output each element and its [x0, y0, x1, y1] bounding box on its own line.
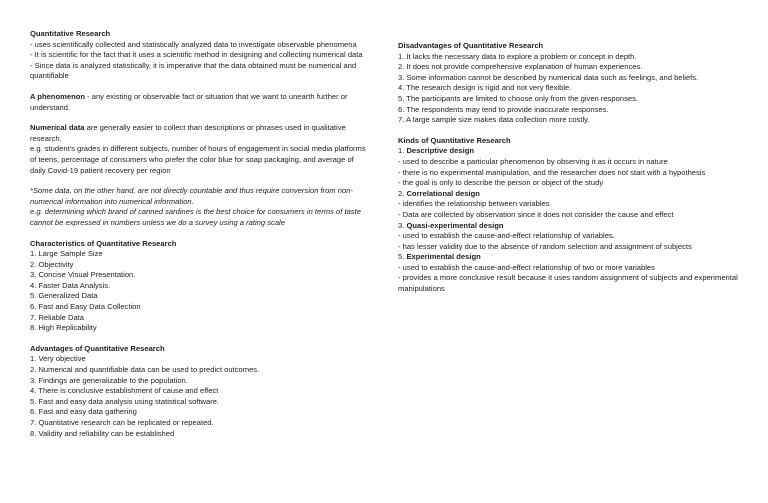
- kind-title: [398, 146, 738, 157]
- disadvantage-item: 2. It does not provide comprehensive explanation of human experiences.: [398, 62, 643, 72]
- kind-number: 1.: [398, 146, 407, 156]
- phenomenon-definition: - any existing or observable fact or situation that we want to unearth further or understand.: [30, 91, 348, 112]
- disadvantage-item: 7. A large sample size makes data collection more costly.: [398, 115, 590, 125]
- numerical-data-term: Numerical data: [30, 123, 85, 133]
- characteristic-item: 2. Objectivity: [30, 259, 74, 269]
- kinds-heading: Kinds of Quantitative Research: [398, 135, 511, 145]
- kind-detail: - the goal is only to describe the person or object of the study: [398, 178, 604, 188]
- kind-number: 5.: [398, 252, 407, 262]
- kind-name: Experimental design: [406, 252, 481, 262]
- kind-detail: - used to describe a particular phenomenon by observing it as it occurs in nature: [398, 156, 668, 166]
- advantage-item: 5. Fast and easy data analysis using statistical software.: [30, 396, 220, 406]
- qr-definition-line: - Since data is analyzed statistically, it is imperative that the data obtained must be numerical and quantifiable: [30, 60, 357, 81]
- kind-detail: - used to establish the cause-and-effect relationship of variables.: [398, 231, 615, 241]
- kind-detail: - has lesser validity due to the absence of random selection and assignment of subjects: [398, 241, 692, 251]
- advantage-item: 8. Validity and reliability can be established: [30, 428, 175, 438]
- kind-name: Quasi-experimental design: [406, 220, 504, 230]
- qr-definition-line: - It is scientific for the fact that it uses a scientific method in designing and collecting numerical data: [30, 50, 363, 60]
- numerical-data-paragraph: [30, 123, 370, 144]
- kind-detail: - there is no experimental manipulation, and the researcher does not start with a hypothesis: [398, 167, 706, 177]
- characteristic-item: 7. Reliable Data: [30, 312, 85, 322]
- phenomenon-paragraph: [30, 92, 370, 113]
- characteristic-item: 5. Generalized Data: [30, 291, 98, 301]
- kind-detail: - Data are collected by observation since it does not consider the cause and effect: [398, 209, 674, 219]
- advantage-item: 7. Quantitative research can be replicated or repeated.: [30, 418, 214, 427]
- kind-title: [398, 189, 738, 200]
- numerical-data-example: e.g. student's grades in different subjects, number of hours of engagement in social media platforms of teens, percentage of consumers who prefer the color blue for soap packaging, and average of daily Covid-19 patient recovery per region: [30, 144, 366, 175]
- kind-name: Descriptive design: [406, 146, 474, 156]
- advantage-item: 1. Very objective: [30, 354, 86, 364]
- numerical-data-definition: are generally easier to collect than descriptions or phrases used in qualitative research.: [30, 123, 346, 143]
- quantitative-research-heading: Quantitative Research: [30, 29, 111, 38]
- kind-detail: - provides a more conclusive result because it uses random assignment of subjects and experimental manipulations: [398, 273, 738, 294]
- disadvantage-item: 5. The participants are limited to choose only from the given responses.: [398, 93, 639, 103]
- characteristic-item: 8. High Replicability: [30, 323, 97, 333]
- advantage-item: 2. Numerical and quantifiable data can be used to predict outcomes.: [30, 365, 260, 375]
- disadvantages-heading: Disadvantages of Quantitative Research: [398, 41, 544, 50]
- characteristics-heading: Characteristics of Quantitative Research: [30, 238, 177, 248]
- advantage-item: 4. There is conclusive establishment of cause and effect: [30, 386, 219, 396]
- kind-detail: - identifies the relationship between variables: [398, 199, 550, 209]
- kind-number: 2.: [398, 188, 407, 198]
- disadvantage-item: 4. The research design is rigid and not very flexible.: [398, 83, 572, 93]
- qr-definition-line: - uses scientifically collected and statistically analyzed data to investigate observable phenomena: [30, 39, 357, 49]
- kind-name: Correlational design: [406, 188, 480, 198]
- kind-title: [398, 252, 738, 263]
- left-column: [30, 29, 370, 439]
- kind-number: 3.: [398, 220, 407, 230]
- disadvantage-item: 6. The respondents may tend to provide inaccurate responses.: [398, 104, 609, 114]
- advantage-item: 3. Findings are generalizable to the population.: [30, 375, 188, 385]
- right-column: [398, 41, 738, 295]
- non-countable-example: e.g. determining which brand of canned sardines is the best choice for consumers in terms of taste cannot be expressed in numbers unless we do a survey using a rating scale: [30, 207, 361, 227]
- kind-detail: - used to establish the cause-and-effect relationship of two or more variables: [398, 262, 655, 272]
- non-countable-note: *Some data, on the other hand, are not directly countable and thus require conversion from non-numerical information into numerical information.: [30, 186, 353, 206]
- characteristic-item: 3. Concise Visual Presentation.: [30, 270, 136, 280]
- advantages-heading: Advantages of Quantitative Research: [30, 343, 165, 353]
- advantage-item: 6. Fast and easy data gathering: [30, 407, 137, 417]
- disadvantage-item: 1. It lacks the necessary data to explore a problem or concept in depth.: [398, 51, 637, 61]
- kind-title: [398, 221, 738, 232]
- characteristic-item: 4. Faster Data Analysis.: [30, 280, 111, 290]
- characteristic-item: 6. Fast and Easy Data Collection: [30, 302, 141, 312]
- phenomenon-term: A phenomenon: [30, 91, 85, 101]
- disadvantage-item: 3. Some information cannot be described by numerical data such as feelings, and beliefs.: [398, 72, 699, 82]
- characteristic-item: 1. Large Sample Size: [30, 249, 103, 259]
